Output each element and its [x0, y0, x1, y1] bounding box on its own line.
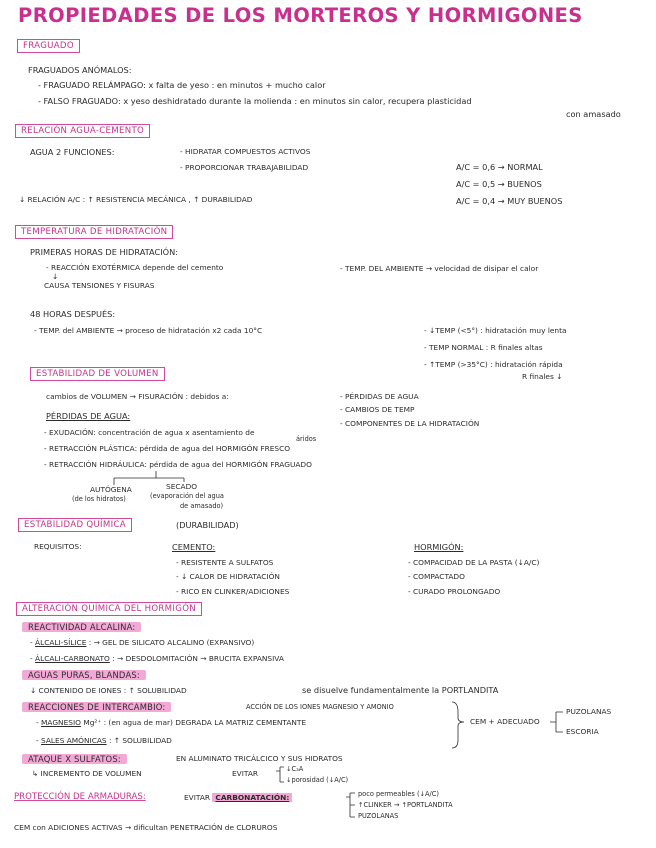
falso-fraguado: - FALSO FRAGUADO: x yeso deshidratado durante la molienda : en minutos sin calor, recupera plasticidad — [38, 96, 472, 106]
alcali-silice: - ÁLCALI-SÍLICE : → GEL DE SILICATO ALCALINO (EXPANSIVO) — [30, 638, 255, 647]
agua-funciones: AGUA 2 FUNCIONES: — [30, 147, 115, 157]
temp-baja: - ↓TEMP (<5°) : hidratación muy lenta — [424, 326, 567, 335]
perdidas-agua-label: PÉRDIDAS DE AGUA: — [46, 411, 131, 421]
temp-alta: - ↑TEMP (>35°C) : hidratación rápida — [424, 360, 563, 369]
autogena: AUTÓGENA — [90, 485, 132, 494]
hormigon-compacidad: - COMPACIDAD DE LA PASTA (↓A/C) — [408, 558, 540, 567]
secado: SECADO — [166, 482, 198, 491]
debido-perdidas-agua: - PÉRDIDAS DE AGUA — [340, 392, 419, 401]
alcali-silice-text: : → GEL DE SILICATO ALCALINO (EXPANSIVO) — [88, 638, 255, 647]
causa-tensiones: CAUSA TENSIONES Y FISURAS — [44, 281, 155, 290]
retraccion-plastica: - RETRACCIÓN PLÁSTICA: pérdida de agua del HORMIGÓN FRESCO — [44, 444, 291, 453]
48-horas: 48 HORAS DESPUÉS: — [30, 309, 116, 319]
cem-adiciones-activas: CEM con ADICIONES ACTIVAS → dificultan PENETRACIÓN de CLORUROS — [14, 823, 278, 832]
ratio-muy-buenos: A/C = 0,4 → MUY BUENOS — [456, 196, 563, 206]
exudacion-aridos: áridos — [296, 435, 317, 443]
autogena-sub: (de los hidratos) — [72, 495, 126, 503]
relacion-ac-text: ↓ RELACIÓN A/C : ↑ RESISTENCIA MECÁNICA , ↑ DURABILIDAD — [19, 195, 253, 204]
secado-sub1: (evaporación del agua — [150, 492, 224, 500]
section-header-quimica: ESTABILIDAD QUÍMICA — [18, 518, 132, 532]
alcali-carbonato: - ÁLCALI-CARBONATO : → DESDOLOMITACIÓN → BRUCITA EXPANSIVA — [30, 654, 284, 663]
temp-normal: - TEMP NORMAL : R finales altas — [424, 343, 543, 352]
section-header-temperatura: TEMPERATURA DE HIDRATACIÓN — [15, 225, 173, 239]
primeras-horas: PRIMERAS HORAS DE HIDRATACIÓN: — [30, 247, 178, 257]
cemento-calor: - ↓ CALOR DE HIDRATACIÓN — [176, 572, 280, 581]
sales-amonicas: - SALES AMÓNICAS : ↑ SOLUBILIDAD — [36, 736, 172, 745]
falso-fraguado-cont: con amasado — [566, 109, 621, 119]
hormigon-compactado: - COMPACTADO — [408, 572, 465, 581]
proceso-hidratacion: - TEMP. del AMBIENTE → proceso de hidratación x2 cada 10°C — [34, 326, 263, 335]
reacciones-intercambio: REACCIONES DE INTERCAMBIO: — [22, 702, 171, 712]
debido-cambios-temp: - CAMBIOS DE TEMP — [340, 405, 415, 414]
fraguado-relampago: - FRAGUADO RELÁMPAGO: x falta de yeso : en minutos + mucho calor — [38, 80, 326, 90]
aluminato-tricalcico: EN ALUMINATO TRICÁLCICO Y SUS HIDRATOS — [176, 754, 343, 763]
magnesio: - MAGNESIO Mg²⁺ : (en agua de mar) DEGRADA LA MATRIZ CEMENTANTE — [36, 718, 307, 727]
contenido-iones: ↓ CONTENIDO DE IONES : ↑ SOLUBILIDAD — [30, 686, 187, 695]
temp-alta-cont: R finales ↓ — [522, 372, 563, 381]
magnesio-label: MAGNESIO — [41, 718, 81, 727]
hormigon-curado: - CURADO PROLONGADO — [408, 587, 501, 596]
alcali-carbonato-text: : → DESDOLOMITACIÓN → BRUCITA EXPANSIVA — [112, 654, 284, 663]
section-header-volumen: ESTABILIDAD DE VOLUMEN — [30, 367, 165, 381]
evitar-label: EVITAR — [184, 793, 211, 802]
retraccion-hidraulica: - RETRACCIÓN HIDRÁULICA: pérdida de agua del HORMIGÓN FRAGUADO — [44, 460, 312, 469]
cem-adecuado-brace — [550, 712, 563, 732]
sales-amonicas-label: SALES AMÓNICAS — [41, 736, 107, 745]
cambios-volumen: cambios de VOLUMEN → FISURACIÓN : debidos a: — [46, 392, 229, 401]
cem-adecuado: CEM + ADECUADO — [470, 717, 540, 726]
debido-componentes: - COMPONENTES DE LA HIDRATACIÓN — [340, 419, 480, 428]
exudacion: - EXUDACIÓN: concentración de agua x asentamiento de — [44, 428, 255, 437]
cemento-sulfatos: - RESISTENTE A SULFATOS — [176, 558, 274, 567]
retraccion-branch-lines — [114, 471, 184, 485]
funcion-trabajabilidad: - PROPORCIONAR TRABAJABILIDAD — [180, 163, 309, 172]
alcali-carbonato-label: ÁLCALI-CARBONATO — [35, 654, 110, 663]
sales-amonicas-text: : ↑ SOLUBILIDAD — [108, 736, 172, 745]
aguas-puras: AGUAS PURAS, BLANDAS: — [22, 670, 146, 680]
temp-ambiente: - TEMP. DEL AMBIENTE → velocidad de disipar el calor — [340, 264, 539, 273]
puzolanas-armaduras: PUZOLANAS — [358, 812, 399, 820]
cemento-clinker: - RICO EN CLINKER/ADICIONES — [176, 587, 290, 596]
intercambio-brace — [452, 702, 464, 748]
carbonatacion-label: CARBONATACIÓN: — [212, 793, 292, 802]
durabilidad: (DURABILIDAD) — [176, 520, 239, 530]
incremento-volumen: ↳ INCREMENTO DE VOLUMEN — [32, 769, 142, 778]
secado-sub2: de amasado) — [180, 502, 224, 510]
alcali-silice-label: ÁLCALI-SÍLICE — [35, 638, 87, 647]
disuelve-portlandita: se disuelve fundamentalmente la PORTLANDITA — [302, 685, 499, 695]
funcion-hidratar: - HIDRATAR COMPUESTOS ACTIVOS — [180, 147, 311, 156]
cemento-label: CEMENTO: — [172, 542, 216, 552]
ratio-normal: A/C = 0,6 → NORMAL — [456, 162, 543, 172]
clinker-portlandita: ↑CLINKER → ↑PORTLANDITA — [358, 801, 453, 809]
evitar-porosidad: ↓porosidad (↓A/C) — [286, 776, 349, 784]
section-header-agua-cemento: RELACIÓN AGUA-CEMENTO — [15, 124, 150, 138]
reactividad-alcalina: REACTIVIDAD ALCALINA: — [22, 622, 141, 632]
hormigon-label: HORMIGÓN: — [414, 542, 464, 552]
section-header-alteracion: ALTERACIÓN QUÍMICA DEL HORMIGÓN — [16, 602, 202, 616]
ataque-sulfatos: ATAQUE X SULFATOS: — [22, 754, 127, 764]
carbonatacion-brace — [346, 793, 355, 817]
ratio-buenos: A/C = 0,5 → BUENOS — [456, 179, 542, 189]
requisitos: REQUISITOS: — [34, 542, 82, 551]
evitar-c3a: ↓C₃A — [286, 765, 304, 773]
evitar-sulfatos: EVITAR — [232, 769, 259, 778]
section-header-fraguado: FRAGUADO — [17, 39, 80, 53]
reaccion-exotermica: - REACCIÓN EXOTÉRMICA depende del cemento — [46, 263, 224, 272]
page-title: PROPIEDADES DE LOS MORTEROS Y HORMIGONES — [18, 4, 583, 27]
proteccion-armaduras: PROTECCIÓN DE ARMADURAS: — [14, 792, 146, 802]
magnesio-text: Mg²⁺ : (en agua de mar) DEGRADA LA MATRIZ CEMENTANTE — [83, 718, 307, 727]
escoria: ESCORIA — [566, 727, 599, 736]
poco-permeables: poco permeables (↓A/C) — [358, 790, 439, 798]
accion-iones: ACCIÓN DE LOS IONES MAGNESIO Y AMONIO — [246, 703, 394, 711]
arrow-down-icon: ↓ — [52, 272, 59, 281]
evitar-brace — [276, 767, 284, 782]
fraguados-anomalos: FRAGUADOS ANÓMALOS: — [28, 65, 132, 75]
puzolanas: PUZOLANAS — [566, 707, 612, 716]
